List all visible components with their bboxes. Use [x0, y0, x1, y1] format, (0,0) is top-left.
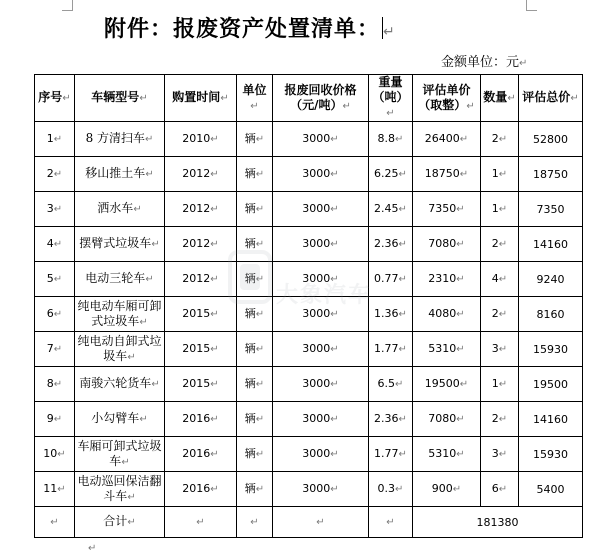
appraised-total-cell: 9240 — [519, 262, 583, 297]
appraised-total-cell: 7350 — [519, 192, 583, 227]
weight-cell: 6.25↵ — [369, 157, 413, 192]
unit-cell: 辆↵ — [237, 472, 273, 507]
scrap-price-cell: 3000↵ — [273, 367, 369, 402]
table-row — [35, 262, 583, 297]
header-cell: 报废回收价格（元/吨）↵ — [273, 75, 369, 122]
appraised-total-cell: 52800 — [519, 122, 583, 157]
total-cell: ↵ — [273, 507, 369, 538]
vehicle-model-cell: 南骏六轮货车↵ — [75, 367, 165, 402]
header-cell: 评估总价↵ — [519, 75, 583, 122]
unit-cell: 辆↵ — [237, 437, 273, 472]
appraised-unit-price-cell: 4080↵ — [413, 297, 481, 332]
appraised-total-cell: 19500 — [519, 367, 583, 402]
appraised-total-cell: 15930 — [519, 332, 583, 367]
unit-cell: 辆↵ — [237, 157, 273, 192]
purchase-year-cell: 2016↵ — [165, 437, 237, 472]
row-number-cell: 9↵ — [35, 402, 75, 437]
appraised-unit-price-cell: 5310↵ — [413, 437, 481, 472]
unit-cell: 辆↵ — [237, 332, 273, 367]
vehicle-model-cell: 纯电动自卸式垃圾车↵ — [75, 332, 165, 367]
row-number-cell: 5↵ — [35, 262, 75, 297]
asset-disposal-table — [34, 74, 583, 538]
document-title — [104, 12, 396, 43]
table-row — [35, 192, 583, 227]
quantity-cell: 4↵ — [481, 262, 519, 297]
appraised-total-cell: 5400 — [519, 472, 583, 507]
row-number-cell: 3↵ — [35, 192, 75, 227]
weight-cell: 2.36↵ — [369, 227, 413, 262]
purchase-year-cell: 2015↵ — [165, 297, 237, 332]
paragraph-mark-icon: ↵ — [88, 543, 97, 554]
total-amount: 181380 — [413, 507, 583, 538]
scrap-price-cell: 3000↵ — [273, 437, 369, 472]
table-body — [35, 122, 583, 507]
weight-cell: 8.8↵ — [369, 122, 413, 157]
scrap-price-cell: 3000↵ — [273, 402, 369, 437]
page-corner-mark-right — [526, 0, 537, 11]
quantity-cell: 6↵ — [481, 472, 519, 507]
appraised-unit-price-cell: 19500↵ — [413, 367, 481, 402]
purchase-year-cell: 2012↵ — [165, 262, 237, 297]
total-cell: ↵ — [165, 507, 237, 538]
unit-cell: 辆↵ — [237, 192, 273, 227]
scrap-price-cell: 3000↵ — [273, 192, 369, 227]
table-row — [35, 332, 583, 367]
purchase-year-cell: 2012↵ — [165, 227, 237, 262]
row-number-cell: 8↵ — [35, 367, 75, 402]
quantity-cell: 3↵ — [481, 437, 519, 472]
appraised-total-cell: 15930 — [519, 437, 583, 472]
row-number-cell: 10↵ — [35, 437, 75, 472]
unit-cell: 辆↵ — [237, 262, 273, 297]
total-label: 合计↵ — [75, 507, 165, 538]
appraised-total-cell: 14160 — [519, 402, 583, 437]
appraised-unit-price-cell: 7350↵ — [413, 192, 481, 227]
row-number-cell: 2↵ — [35, 157, 75, 192]
weight-cell: 1.77↵ — [369, 437, 413, 472]
total-cell: ↵ — [369, 507, 413, 538]
header-cell: 购置时间↵ — [165, 75, 237, 122]
quantity-cell: 2↵ — [481, 297, 519, 332]
quantity-cell: 1↵ — [481, 157, 519, 192]
paragraph-mark-icon: ↵ — [519, 58, 528, 69]
purchase-year-cell: 2015↵ — [165, 367, 237, 402]
table-row — [35, 157, 583, 192]
weight-cell: 0.77↵ — [369, 262, 413, 297]
table-row — [35, 122, 583, 157]
table-row — [35, 297, 583, 332]
table-row — [35, 472, 583, 507]
appraised-unit-price-cell: 7080↵ — [413, 402, 481, 437]
unit-cell: 辆↵ — [237, 402, 273, 437]
appraised-unit-price-cell: 2310↵ — [413, 262, 481, 297]
row-number-cell: 7↵ — [35, 332, 75, 367]
appraised-total-cell: 14160 — [519, 227, 583, 262]
table-header-row — [35, 75, 583, 122]
header-cell: 评估单价（取整）↵ — [413, 75, 481, 122]
table-row — [35, 227, 583, 262]
quantity-cell: 2↵ — [481, 227, 519, 262]
appraised-unit-price-cell: 18750↵ — [413, 157, 481, 192]
appraised-total-cell: 8160 — [519, 297, 583, 332]
row-number-cell: 4↵ — [35, 227, 75, 262]
vehicle-model-cell: 移山推土车↵ — [75, 157, 165, 192]
unit-cell: 辆↵ — [237, 297, 273, 332]
weight-cell: 1.36↵ — [369, 297, 413, 332]
weight-cell: 0.3↵ — [369, 472, 413, 507]
purchase-year-cell: 2012↵ — [165, 157, 237, 192]
header-cell: 序号↵ — [35, 75, 75, 122]
header-cell: 重量（吨）↵ — [369, 75, 413, 122]
quantity-cell: 3↵ — [481, 332, 519, 367]
purchase-year-cell: 2012↵ — [165, 192, 237, 227]
row-number-cell: 6↵ — [35, 297, 75, 332]
total-cell: ↵ — [237, 507, 273, 538]
vehicle-model-cell: 8 方清扫车↵ — [75, 122, 165, 157]
purchase-year-cell: 2016↵ — [165, 472, 237, 507]
header-cell: 数量↵ — [481, 75, 519, 122]
scrap-price-cell: 3000↵ — [273, 297, 369, 332]
vehicle-model-cell: 电动三轮车↵ — [75, 262, 165, 297]
appraised-unit-price-cell: 5310↵ — [413, 332, 481, 367]
quantity-cell: 1↵ — [481, 192, 519, 227]
table-row — [35, 437, 583, 472]
vehicle-model-cell: 纯电动车厢可卸式垃圾车↵ — [75, 297, 165, 332]
quantity-cell: 2↵ — [481, 402, 519, 437]
scrap-price-cell: 3000↵ — [273, 227, 369, 262]
unit-cell: 辆↵ — [237, 122, 273, 157]
purchase-year-cell: 2010↵ — [165, 122, 237, 157]
scrap-price-cell: 3000↵ — [273, 262, 369, 297]
purchase-year-cell: 2016↵ — [165, 402, 237, 437]
total-cell: ↵ — [35, 507, 75, 538]
row-number-cell: 11↵ — [35, 472, 75, 507]
weight-cell: 6.5↵ — [369, 367, 413, 402]
scrap-price-cell: 3000↵ — [273, 472, 369, 507]
weight-cell: 2.36↵ — [369, 402, 413, 437]
quantity-cell: 2↵ — [481, 122, 519, 157]
unit-text: 金额单位：元 — [441, 55, 520, 70]
vehicle-model-cell: 车厢可卸式垃圾车↵ — [75, 437, 165, 472]
unit-cell: 辆↵ — [237, 227, 273, 262]
appraised-unit-price-cell: 900↵ — [413, 472, 481, 507]
weight-cell: 2.45↵ — [369, 192, 413, 227]
vehicle-model-cell: 电动巡回保洁翻斗车↵ — [75, 472, 165, 507]
scrap-price-cell: 3000↵ — [273, 122, 369, 157]
paragraph-mark-icon: ↵ — [383, 24, 396, 40]
amount-unit-label — [441, 51, 527, 70]
quantity-cell: 1↵ — [481, 367, 519, 402]
total-row — [35, 507, 583, 538]
page-corner-mark-left — [62, 0, 73, 11]
vehicle-model-cell: 摆臂式垃圾车↵ — [75, 227, 165, 262]
title-text: 附件：报废资产处置清单： — [104, 17, 381, 42]
scrap-price-cell: 3000↵ — [273, 157, 369, 192]
header-cell: 车辆型号↵ — [75, 75, 165, 122]
table-row — [35, 367, 583, 402]
purchase-year-cell: 2015↵ — [165, 332, 237, 367]
appraised-unit-price-cell: 26400↵ — [413, 122, 481, 157]
vehicle-model-cell: 小勾臂车↵ — [75, 402, 165, 437]
scrap-price-cell: 3000↵ — [273, 332, 369, 367]
row-number-cell: 1↵ — [35, 122, 75, 157]
table-row — [35, 402, 583, 437]
unit-cell: 辆↵ — [237, 367, 273, 402]
appraised-unit-price-cell: 7080↵ — [413, 227, 481, 262]
weight-cell: 1.77↵ — [369, 332, 413, 367]
watermark-text: 大象汽车 — [276, 283, 373, 308]
vehicle-model-cell: 洒水车↵ — [75, 192, 165, 227]
header-cell: 单位↵ — [237, 75, 273, 122]
appraised-total-cell: 18750 — [519, 157, 583, 192]
